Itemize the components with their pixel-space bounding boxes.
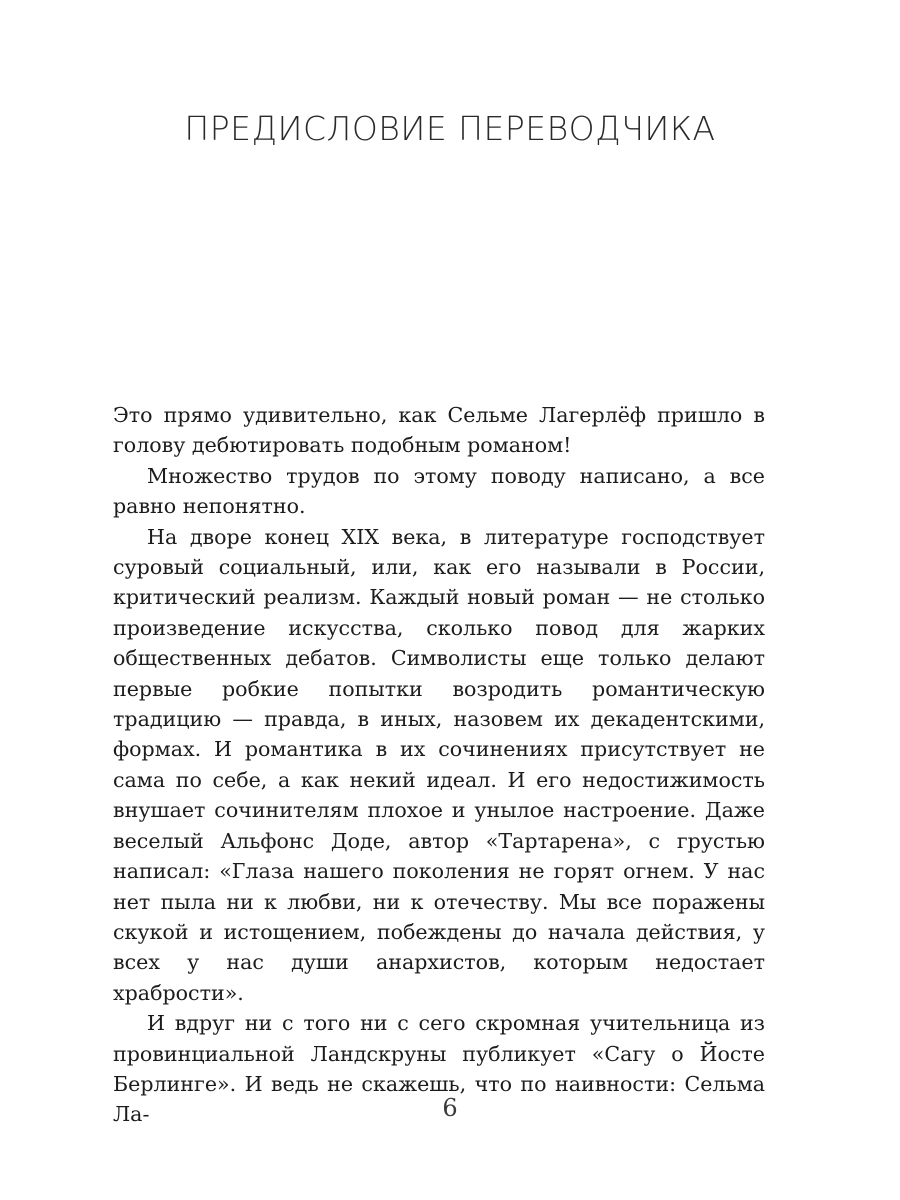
paragraph: Это прямо удивительно, как Сельме Лагерлёф пришло в голову дебютировать подобным романом! [113, 403, 765, 458]
chapter-title: ПРЕДИСЛОВИЕ ПЕРЕВОДЧИКА [184, 109, 716, 148]
paragraph: Множество трудов по этому поводу написано, а все равно непонятно. [113, 463, 765, 519]
page-number: 6 [442, 1094, 458, 1122]
paragraph: И вдруг ни с того ни с сего скромная учительница из провинциальной Ландскруны публикует «Сагу о Йосте Берлинге». И ведь не скажешь, что по наивности: Сельма Ла- [113, 1011, 765, 1127]
paragraph: На дворе конец XIX века, в литературе господствует суровый социальный, или, как его называли в России, критический реализм. Каждый новый роман — не столько произведение искусства, сколько повод для жарких общественных дебатов. Символисты еще только делают первые робкие попытки возродить романтическую традицию — правда, в иных, назовем их декадентскими, формах. И романтика в их сочинениях присутствует не сама по себе, а как некий идеал. И его недостижимость внушает сочинителям плохое и унылое настроение. Даже веселый Альфонс Доде, автор «Тартарена», с грустью написал: «Глаза нашего поколения не горят огнем. У нас нет пыла ни к любви, ни к отечеству. Мы все поражены скукой и истощением, побеждены до начала действия, у всех у нас души анархистов, которым недостает храбрости». [113, 524, 765, 1005]
body-text [113, 400, 765, 1130]
